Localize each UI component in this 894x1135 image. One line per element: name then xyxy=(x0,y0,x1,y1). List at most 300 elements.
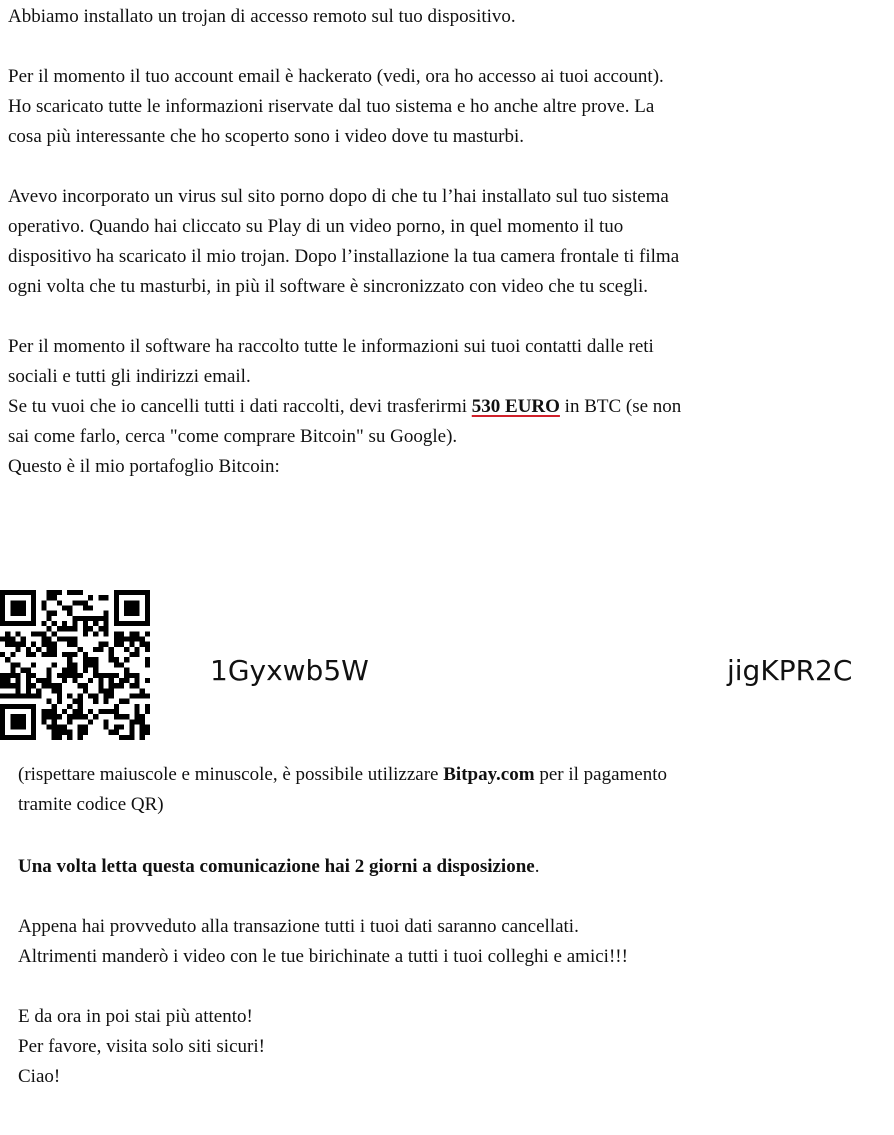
qr-module xyxy=(83,600,88,605)
qr-module xyxy=(26,673,31,678)
deadline-period: . xyxy=(534,856,540,877)
signoff: Ciao! xyxy=(18,1066,61,1087)
deadline-paragraph xyxy=(18,852,818,882)
qr-module xyxy=(21,735,26,740)
qr-module xyxy=(114,704,119,709)
qr-module xyxy=(124,600,129,605)
qr-module xyxy=(88,626,93,631)
qr-module xyxy=(31,611,36,616)
qr-module xyxy=(83,631,88,636)
qr-module xyxy=(78,600,83,605)
qr-module xyxy=(103,693,108,698)
qr-module xyxy=(72,668,77,673)
demand-text: Se tu vuoi che io cancelli tutti i dati raccolti, devi trasferirmi xyxy=(8,396,472,417)
qr-module xyxy=(62,621,67,626)
qr-module xyxy=(88,693,93,698)
qr-module xyxy=(57,730,62,735)
qr-module xyxy=(62,668,67,673)
qr-module xyxy=(83,626,88,631)
qr-module xyxy=(145,606,150,611)
paragraph-line: Per favore, visita solo siti sicuri! xyxy=(18,1036,265,1057)
qr-module xyxy=(78,693,83,698)
qr-module xyxy=(67,704,72,709)
qr-module xyxy=(145,616,150,621)
qr-module xyxy=(129,724,134,729)
paragraph-line: Altrimenti manderò i video con le tue birichinate a tutti i tuoi colleghi e amici!!! xyxy=(18,946,628,967)
qr-module xyxy=(67,606,72,611)
qr-module xyxy=(41,606,46,611)
qr-module xyxy=(52,642,57,647)
qr-module xyxy=(10,642,15,647)
qr-module xyxy=(21,621,26,626)
qr-module xyxy=(93,631,98,636)
qr-module xyxy=(72,626,77,631)
qr-module xyxy=(47,724,52,729)
qr-module xyxy=(21,611,26,616)
qr-module xyxy=(140,590,145,595)
qr-module xyxy=(109,730,114,735)
qr-module xyxy=(41,683,46,688)
qr-module xyxy=(52,714,57,719)
qr-module xyxy=(16,647,21,652)
qr-module xyxy=(67,652,72,657)
qr-module xyxy=(114,724,119,729)
qr-module xyxy=(83,662,88,667)
qr-module xyxy=(0,652,5,657)
qr-module xyxy=(134,704,139,709)
qr-module xyxy=(114,657,119,662)
qr-module xyxy=(47,678,52,683)
qr-module xyxy=(16,631,21,636)
qr-module xyxy=(21,668,26,673)
qr-module xyxy=(41,714,46,719)
qr-module xyxy=(103,699,108,704)
qr-module xyxy=(16,611,21,616)
qr-module xyxy=(114,611,119,616)
qr-module xyxy=(57,699,62,704)
qr-module xyxy=(114,730,119,735)
qr-module xyxy=(31,704,36,709)
qr-module xyxy=(52,730,57,735)
qr-module xyxy=(72,652,77,657)
qr-module xyxy=(88,678,93,683)
qr-module xyxy=(16,662,21,667)
qr-module xyxy=(26,668,31,673)
qr-module xyxy=(21,719,26,724)
qr-module xyxy=(98,709,103,714)
qr-module xyxy=(31,621,36,626)
payment-demand-paragraph xyxy=(8,332,814,482)
qr-module xyxy=(41,642,46,647)
qr-module xyxy=(83,668,88,673)
qr-module xyxy=(47,611,52,616)
qr-module xyxy=(47,642,52,647)
qr-module xyxy=(26,683,31,688)
qr-module xyxy=(83,724,88,729)
qr-module xyxy=(57,683,62,688)
qr-module xyxy=(140,730,145,735)
qr-module xyxy=(88,595,93,600)
qr-module xyxy=(16,714,21,719)
qr-module xyxy=(52,683,57,688)
qr-module xyxy=(114,683,119,688)
qr-module xyxy=(10,704,15,709)
qr-module xyxy=(5,693,10,698)
qr-module xyxy=(145,709,150,714)
qr-module xyxy=(134,611,139,616)
qr-module xyxy=(145,595,150,600)
qr-module xyxy=(93,657,98,662)
qr-module xyxy=(129,683,134,688)
qr-module xyxy=(114,595,119,600)
qr-module xyxy=(124,637,129,642)
qr-module xyxy=(62,709,67,714)
qr-module xyxy=(109,693,114,698)
qr-module xyxy=(140,688,145,693)
qr-module xyxy=(47,673,52,678)
qr-module xyxy=(124,699,129,704)
qr-module xyxy=(103,673,108,678)
qr-module xyxy=(83,657,88,662)
qr-module xyxy=(10,600,15,605)
qr-module xyxy=(134,693,139,698)
qr-module xyxy=(0,730,5,735)
qr-module xyxy=(98,642,103,647)
qr-module xyxy=(140,637,145,642)
qr-module xyxy=(72,616,77,621)
qr-module xyxy=(109,683,114,688)
qr-module xyxy=(124,735,129,740)
deadline-text: Una volta letta questa comunicazione hai 2 giorni a disposizione xyxy=(18,856,535,877)
qr-module xyxy=(36,631,41,636)
qr-module xyxy=(31,595,36,600)
qr-module xyxy=(93,668,98,673)
qr-module xyxy=(52,724,57,729)
paragraph-line xyxy=(8,392,814,422)
paragraph-line xyxy=(18,760,818,790)
qr-module xyxy=(10,673,15,678)
qr-module xyxy=(67,590,72,595)
paragraph-line: sociali e tutti gli indirizzi email. xyxy=(8,366,251,387)
qr-module xyxy=(57,693,62,698)
qr-module xyxy=(129,590,134,595)
qr-module xyxy=(140,735,145,740)
qr-module xyxy=(119,590,124,595)
qr-module xyxy=(31,631,36,636)
qr-module xyxy=(109,688,114,693)
qr-module xyxy=(103,621,108,626)
qr-module xyxy=(21,606,26,611)
qr-module xyxy=(72,637,77,642)
qr-module xyxy=(52,735,57,740)
qr-module xyxy=(98,626,103,631)
qr-module xyxy=(78,724,83,729)
qr-module xyxy=(134,606,139,611)
qr-code-icon xyxy=(0,590,150,740)
qr-module xyxy=(114,590,119,595)
qr-module xyxy=(16,683,21,688)
paragraph-line: Questo è il mio portafoglio Bitcoin: xyxy=(8,456,280,477)
qr-module xyxy=(31,590,36,595)
qr-module xyxy=(26,678,31,683)
qr-module xyxy=(145,662,150,667)
qr-module xyxy=(0,611,5,616)
qr-module xyxy=(21,642,26,647)
qr-module xyxy=(5,590,10,595)
qr-module xyxy=(0,693,5,698)
qr-module xyxy=(10,611,15,616)
qr-module xyxy=(134,621,139,626)
qr-module xyxy=(134,673,139,678)
qr-module xyxy=(78,730,83,735)
qr-module xyxy=(10,652,15,657)
qr-module xyxy=(83,621,88,626)
qr-module xyxy=(31,714,36,719)
qr-module xyxy=(78,735,83,740)
qr-module xyxy=(129,652,134,657)
paragraph-line: tramite codice QR) xyxy=(18,794,164,815)
qr-module xyxy=(26,590,31,595)
qr-module xyxy=(119,621,124,626)
qr-module xyxy=(119,714,124,719)
qr-module xyxy=(47,590,52,595)
qr-module xyxy=(93,714,98,719)
qr-module xyxy=(16,606,21,611)
qr-module xyxy=(119,699,124,704)
qr-module xyxy=(129,600,134,605)
qr-module xyxy=(0,621,5,626)
qr-module xyxy=(26,688,31,693)
qr-module xyxy=(67,637,72,642)
qr-module xyxy=(114,631,119,636)
qr-module xyxy=(47,714,52,719)
qr-module xyxy=(140,693,145,698)
qr-module xyxy=(129,621,134,626)
qr-module xyxy=(93,616,98,621)
qr-module xyxy=(5,678,10,683)
paragraph-line: Per il momento il tuo account email è hackerato (vedi, ora ho accesso ai tuoi account). xyxy=(8,66,664,87)
qr-module xyxy=(52,704,57,709)
qr-module xyxy=(145,600,150,605)
qr-module xyxy=(10,735,15,740)
qr-module xyxy=(124,647,129,652)
qr-module xyxy=(57,735,62,740)
virus-paragraph xyxy=(8,182,814,302)
qr-module xyxy=(88,719,93,724)
qr-module xyxy=(0,678,5,683)
qr-module xyxy=(145,621,150,626)
qr-module xyxy=(31,724,36,729)
qr-module xyxy=(31,673,36,678)
qr-module xyxy=(109,652,114,657)
qr-module xyxy=(47,699,52,704)
qr-module xyxy=(0,616,5,621)
qr-module xyxy=(129,730,134,735)
qr-module xyxy=(0,724,5,729)
qr-module xyxy=(129,606,134,611)
instructions-text-end: per il pagamento xyxy=(534,764,667,785)
qr-module xyxy=(5,657,10,662)
qr-module xyxy=(140,719,145,724)
qr-module xyxy=(10,590,15,595)
qr-module xyxy=(41,709,46,714)
qr-module xyxy=(124,606,129,611)
qr-module xyxy=(98,616,103,621)
qr-module xyxy=(78,714,83,719)
qr-module xyxy=(31,683,36,688)
qr-module xyxy=(88,709,93,714)
qr-module xyxy=(26,621,31,626)
qr-module xyxy=(109,673,114,678)
qr-module xyxy=(16,735,21,740)
qr-module xyxy=(5,631,10,636)
qr-module xyxy=(72,621,77,626)
intro-line: Abbiamo installato un trojan di accesso remoto sul tuo dispositivo. xyxy=(8,6,516,27)
qr-module xyxy=(67,657,72,662)
qr-module xyxy=(129,631,134,636)
qr-module xyxy=(103,724,108,729)
qr-module xyxy=(26,735,31,740)
qr-module xyxy=(93,621,98,626)
qr-module xyxy=(124,673,129,678)
qr-module xyxy=(47,637,52,642)
qr-module xyxy=(16,693,21,698)
qr-module xyxy=(83,730,88,735)
qr-module xyxy=(57,724,62,729)
qr-module xyxy=(72,709,77,714)
qr-module xyxy=(88,662,93,667)
qr-module xyxy=(0,600,5,605)
qr-module xyxy=(57,714,62,719)
qr-module xyxy=(26,652,31,657)
btc-address-end: jigKPR2C xyxy=(727,654,853,687)
qr-module xyxy=(5,735,10,740)
paragraph-line: E da ora in poi stai più attento! xyxy=(18,1006,253,1027)
qr-module xyxy=(145,647,150,652)
qr-module xyxy=(31,652,36,657)
qr-module xyxy=(57,600,62,605)
qr-module xyxy=(52,595,57,600)
threat-paragraph xyxy=(18,912,818,972)
qr-module xyxy=(103,611,108,616)
qr-module xyxy=(83,616,88,621)
qr-module xyxy=(72,642,77,647)
paragraph-line: ogni volta che tu masturbi, in più il software è sincronizzato con video che tu scegli. xyxy=(8,276,649,297)
qr-module xyxy=(52,631,57,636)
qr-module xyxy=(16,688,21,693)
qr-module xyxy=(16,719,21,724)
qr-module xyxy=(103,616,108,621)
qr-module xyxy=(145,657,150,662)
qr-module xyxy=(124,714,129,719)
qr-module xyxy=(134,719,139,724)
paragraph-line: cosa più interessante che ho scoperto sono i video dove tu masturbi. xyxy=(8,126,525,147)
qr-module xyxy=(134,714,139,719)
qr-module xyxy=(103,631,108,636)
qr-module xyxy=(41,637,46,642)
paragraph-line: Ho scaricato tutte le informazioni riservate dal tuo sistema e ho anche altre prove. La xyxy=(8,96,655,117)
qr-module xyxy=(129,693,134,698)
qr-module xyxy=(83,606,88,611)
qr-module xyxy=(124,611,129,616)
qr-module xyxy=(140,642,145,647)
instructions-paragraph xyxy=(18,760,818,820)
qr-module xyxy=(88,606,93,611)
qr-module xyxy=(0,735,5,740)
qr-module xyxy=(0,709,5,714)
qr-module xyxy=(52,611,57,616)
qr-module xyxy=(114,600,119,605)
qr-module xyxy=(62,606,67,611)
qr-module xyxy=(103,642,108,647)
qr-module xyxy=(36,693,41,698)
qr-module xyxy=(134,637,139,642)
qr-module xyxy=(134,683,139,688)
qr-module xyxy=(41,652,46,657)
qr-module xyxy=(145,642,150,647)
qr-module xyxy=(0,595,5,600)
qr-module xyxy=(57,626,62,631)
qr-module xyxy=(134,652,139,657)
closing-paragraph xyxy=(18,1002,818,1092)
qr-module xyxy=(98,647,103,652)
qr-module xyxy=(10,719,15,724)
qr-module xyxy=(67,662,72,667)
qr-module xyxy=(31,642,36,647)
qr-module xyxy=(119,678,124,683)
qr-module xyxy=(129,642,134,647)
qr-module xyxy=(98,683,103,688)
btc-address-start: 1Gyxwb5W xyxy=(210,654,369,687)
qr-module xyxy=(72,662,77,667)
qr-module xyxy=(21,714,26,719)
qr-module xyxy=(10,693,15,698)
qr-module xyxy=(134,590,139,595)
qr-module xyxy=(88,657,93,662)
qr-module xyxy=(0,590,5,595)
demand-text-end: in BTC (se non xyxy=(559,396,682,417)
paragraph-line: sai come farlo, cerca "come comprare Bitcoin" su Google). xyxy=(8,426,458,447)
qr-module xyxy=(83,714,88,719)
qr-module xyxy=(129,611,134,616)
qr-module xyxy=(119,662,124,667)
qr-module xyxy=(52,662,57,667)
bitpay-link-text: Bitpay.com xyxy=(443,764,535,785)
qr-module xyxy=(21,637,26,642)
qr-module xyxy=(114,662,119,667)
qr-module xyxy=(57,590,62,595)
qr-module xyxy=(31,730,36,735)
qr-module xyxy=(52,621,57,626)
qr-module xyxy=(31,719,36,724)
qr-module xyxy=(52,647,57,652)
qr-module xyxy=(72,590,77,595)
qr-module xyxy=(31,709,36,714)
qr-module xyxy=(62,626,67,631)
qr-module xyxy=(93,673,98,678)
qr-module xyxy=(0,714,5,719)
qr-module xyxy=(78,709,83,714)
qr-module xyxy=(0,673,5,678)
qr-module xyxy=(67,719,72,724)
qr-module xyxy=(47,668,52,673)
qr-module xyxy=(114,673,119,678)
qr-module xyxy=(52,652,57,657)
qr-module xyxy=(36,647,41,652)
qr-module xyxy=(78,647,83,652)
qr-module xyxy=(47,595,52,600)
qr-module xyxy=(67,714,72,719)
